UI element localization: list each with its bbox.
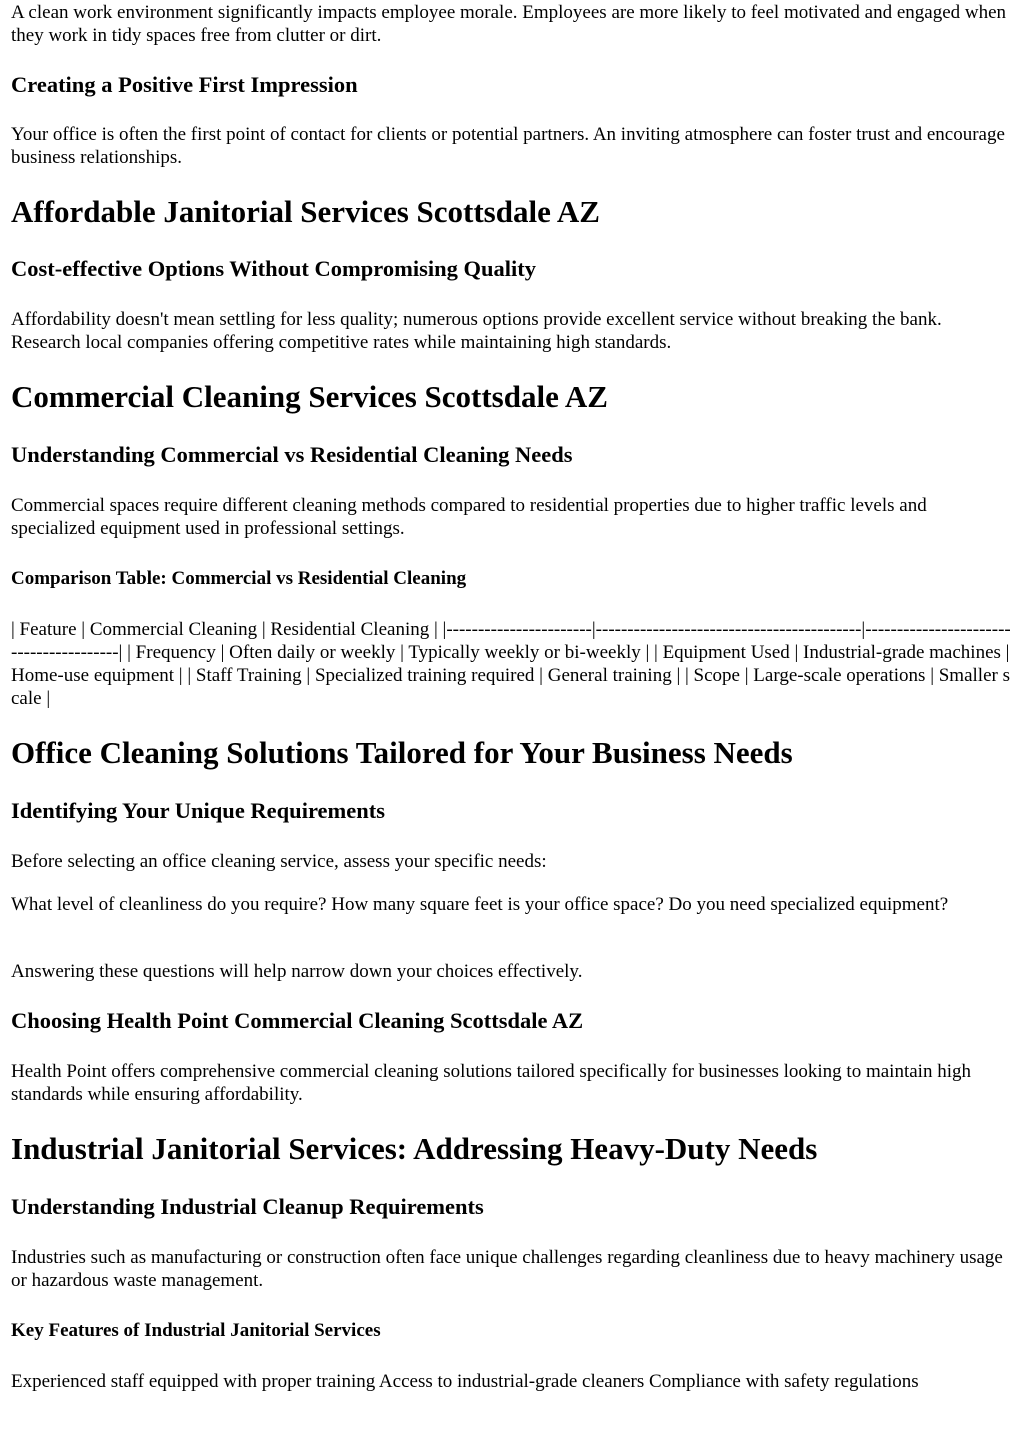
industrial-features-heading: Key Features of Industrial Janitorial Services: [11, 1320, 381, 1341]
first-impression-paragraph: Your office is often the first point of contact for clients or potential partners. An inviting atmosphere can foster trust and encourage business relationships.: [11, 124, 1005, 168]
office-subheading: Identifying Your Unique Requirements: [11, 798, 386, 823]
office-intro-paragraph: Before selecting an office cleaning service, assess your specific needs:: [11, 851, 547, 872]
industrial-paragraph: Industries such as manufacturing or construction often face unique challenges regarding cleanliness due to heavy machinery usage or hazardous waste management.: [11, 1247, 1003, 1291]
industrial-features-paragraph: Experienced staff equipped with proper training Access to industrial-grade cleaners Compliance with safety regulations: [11, 1371, 919, 1392]
commercial-heading: Commercial Cleaning Services Scottsdale AZ: [11, 379, 608, 414]
industrial-heading: Industrial Janitorial Services: Addressing Heavy-Duty Needs: [11, 1131, 818, 1166]
affordable-paragraph: Affordability doesn't mean settling for less quality; numerous options provide excellent service without breaking the bank. Research local companies offering competitive rates while maintaining high standards.: [11, 309, 942, 353]
comparison-table-heading: Comparison Table: Commercial vs Residential Cleaning: [11, 568, 467, 589]
commercial-subheading: Understanding Commercial vs Residential Cleaning Needs: [11, 442, 573, 467]
affordable-subheading: Cost-effective Options Without Compromising Quality: [11, 256, 537, 281]
office-heading: Office Cleaning Solutions Tailored for Your Business Needs: [11, 735, 793, 770]
health-point-paragraph: Health Point offers comprehensive commercial cleaning solutions tailored specifically for businesses looking to maintain high standards while ensuring affordability.: [11, 1061, 971, 1105]
office-questions-paragraph: What level of cleanliness do you require? How many square feet is your office space? Do you need specialized equipment?: [11, 894, 949, 915]
first-impression-heading: Creating a Positive First Impression: [11, 72, 358, 97]
comparison-table-raw: | Feature | Commercial Cleaning | Residential Cleaning | |-----------------------|------------------------------------------|----------------------------------------| | Frequency | Often daily or weekly | Typically weekly or bi-weekly | | Equipment Used | Industrial-grade machines | Home-use equipment | | Staff Training | Specialized training required | General training | | Scope | Large-scale operations | Smaller scale |: [11, 619, 1011, 709]
office-closing-paragraph: Answering these questions will help narrow down your choices effectively.: [11, 961, 583, 982]
morale-paragraph: A clean work environment significantly impacts employee morale. Employees are more likely to feel motivated and engaged when they work in tidy spaces free from clutter or dirt.: [11, 2, 1007, 46]
commercial-paragraph: Commercial spaces require different cleaning methods compared to residential properties due to higher traffic levels and specialized equipment used in professional settings.: [11, 495, 927, 539]
health-point-heading: Choosing Health Point Commercial Cleaning Scottsdale AZ: [11, 1008, 584, 1033]
industrial-subheading: Understanding Industrial Cleanup Requirements: [11, 1194, 484, 1219]
affordable-heading: Affordable Janitorial Services Scottsdale AZ: [11, 194, 600, 229]
